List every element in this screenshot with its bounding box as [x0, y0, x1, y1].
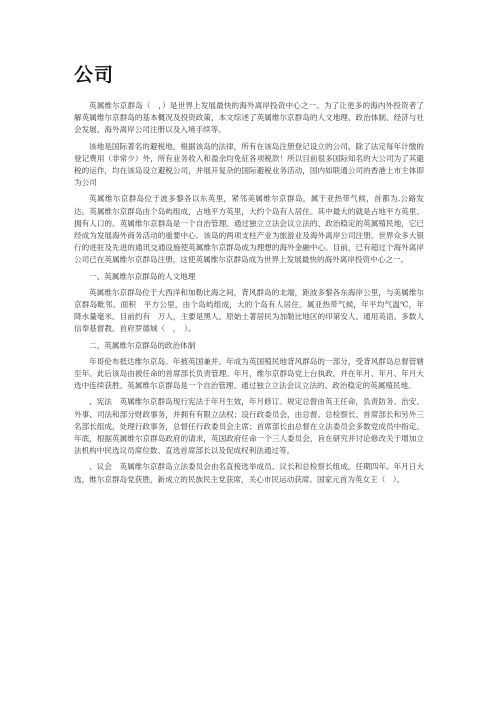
section-heading-politics: 二、英属维尔京群岛的政治体制	[89, 340, 196, 350]
document-body	[74, 100, 424, 490]
paragraph-intro: 英属维尔京群岛（ ，）是世界上发展最快的海外离岸投资中心之一。为了让更多的海内外投资者了解英属维尔京群岛的基本概况及投资政策，本文综述了英属维尔京群岛的人文地理、政治体制、经济与社会发展、海外离岸公司注册以及入境手续等。	[74, 101, 424, 135]
paragraph-geography: 英属维尔京群岛位于大西洋和加勒比海之间，背风群岛的北端，距波多黎各东海岸公里，与美属维尔京群岛毗邻。面积 平方公里，由个岛屿组成，大的个岛有人居住。属亚热带气候，年平均气温℃，年降水量毫米。目前约有 万人，主要是黑人。原始土著居民为加勒比地区的印第安人。通用英语。多数人信奉基督教。首府罗德城（ ， ）。	[74, 287, 424, 334]
paragraph-parliament: 、议会 英属维尔京群岛立法委员会由名直接选举成员、议长和总检察长组成。任期四年。年月日大选，维尔京群岛党获胜，新成立的民族民主党获席，关心市民运动获席。国家元首为英女王（ ）。	[74, 462, 424, 484]
paragraph-constitution: 、宪法 英属维尔京群岛现行宪法于年月生效，年月修订。规定总督由英王任命，负责防务、治安、外事、司法和部分财政事务，并拥有有限立法权；设行政委员会，由总督、总检察长、首席部长和另外三名部长组成，处理行政事务，总督任行政委员会主席；首席部长由总督在立法委员会多数党成员中指定。年底，根据英属维尔京群岛政府的请求，英国政府任命一个三人委员会，旨在研究并讨论修改关于增加立法机构中民选议员席位数、直选首席部长以及促成权利法通过等。	[74, 397, 424, 456]
paragraph-overview: 英属维尔京群岛位于波多黎各以东英里，紧邻美属维尔京群岛，属于亚热带气候，首都为,公路发达。英属维尔京群岛由个岛屿组成，占地平方英里，大约个岛有人居住。其中最大的就是占地平方英里、拥有人口的。英属维尔京群岛是一个自治管理、通过独立立法会议立法的、政治稳定的英属殖民地，它已经成为发展海外商务活动的重要中心。该岛的两项支柱产业为旅游业及海外离岸公司注册。世界众多大银行的进驻及先进的通讯交通设施使英属维尔京群岛成为理想的海外金融中心。目前，已有超过个海外离岸公司已在英属维尔京群岛注册，这使英属维尔京群岛成为世界上发展最快的海外离岸投资中心之一。	[74, 194, 424, 265]
section-heading-geography: 一、英属维尔京群岛的人文地理	[89, 271, 196, 281]
paragraph-tax-haven: 该地是国际著名的避税地，根据该岛的法律，所有在该岛注册登记设立的公司，除了法定每年计缴的登记费用（非常少）外，所有业务收入和盈余均免征各项税款！所以目前很多国际知名的大公司为了其避税的运作，均在该岛设立避税公司，并展开复杂的国际避税业务活动，国内如联通公司的香港上市主体即为公司	[74, 141, 424, 188]
paragraph-history: 年哥伦布抵达维尔京岛。年被英国兼并。年成为英国殖民地背风群岛的一部分，受背风群岛总督管辖至年。此后该岛由被任命的首席部长负责管理。年月，维尔京群岛党上台执政，并在年月、年月、年月大选中连续获胜。英属维尔京群岛是一个自治管理、通过独立立法会议立法的、政治稳定的英属殖民地。	[74, 356, 424, 391]
document-title: 公司	[74, 64, 115, 86]
